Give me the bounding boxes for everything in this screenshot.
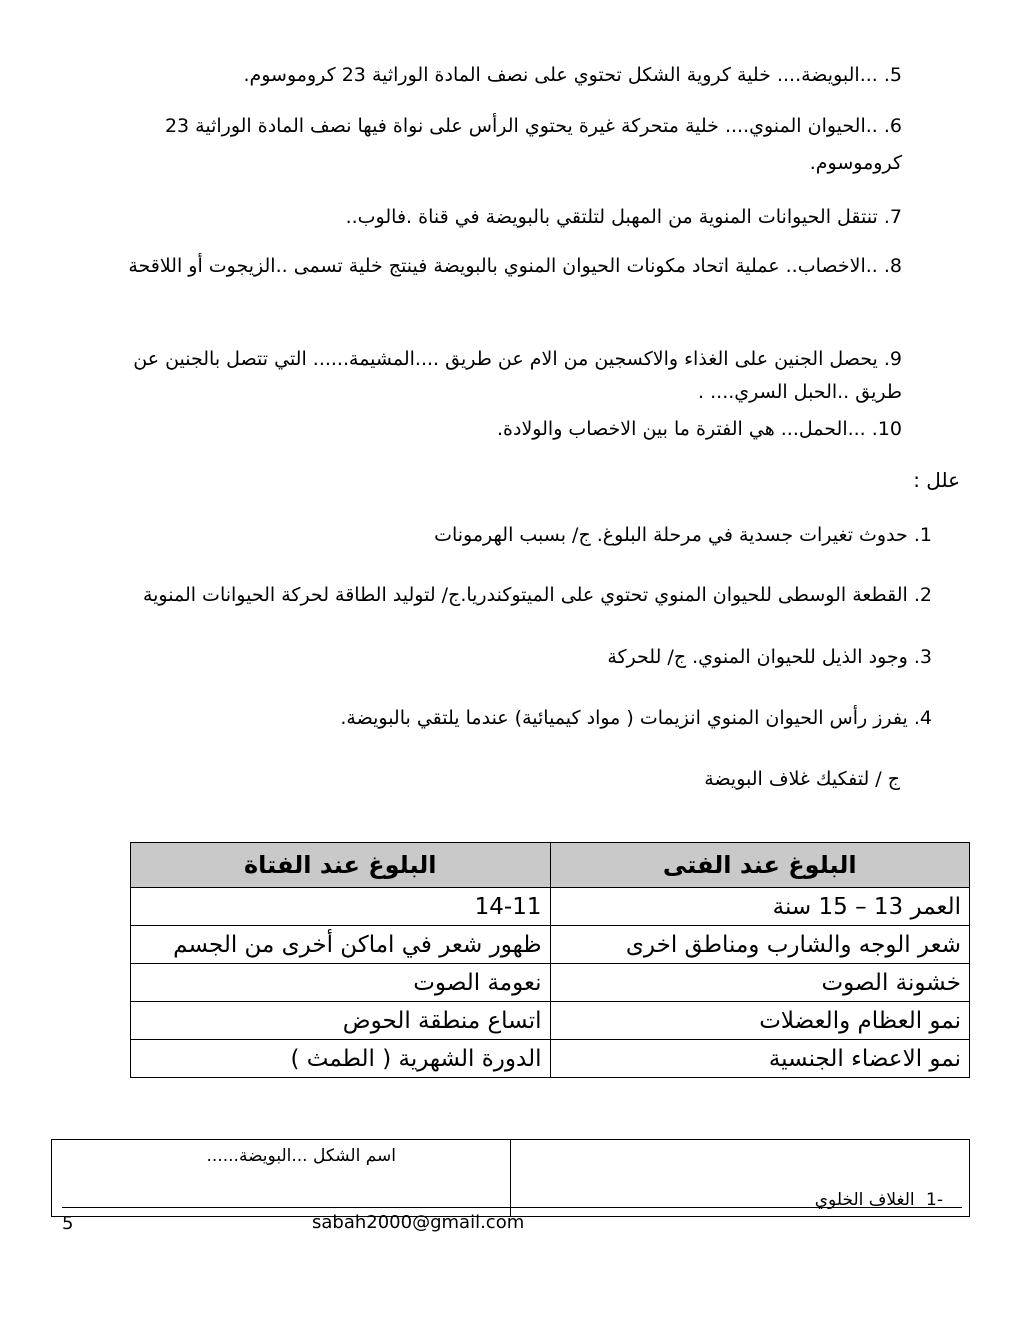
figure-cell-left xyxy=(52,1140,511,1217)
footer-divider xyxy=(62,1207,962,1208)
definition-7 xyxy=(346,206,902,228)
puberty-comparison-table xyxy=(130,842,970,1078)
cell-female: ظهور شعر في اماكن أخرى من الجسم xyxy=(131,926,551,964)
footer-email: sabah2000@gmail.com xyxy=(312,1212,525,1233)
item-number: 4. xyxy=(913,707,932,729)
item-number: 7. xyxy=(883,206,902,228)
definition-8 xyxy=(92,248,902,285)
cell-male: خشونة الصوت xyxy=(550,964,970,1002)
header-female: البلوغ عند الفتاة xyxy=(131,843,551,888)
reason-3 xyxy=(607,646,932,668)
reason-4 xyxy=(340,707,932,729)
reason-4-answer: ج / لتفكيك غلاف البويضة xyxy=(704,768,900,790)
item-number: 2. xyxy=(913,584,932,606)
table-row xyxy=(131,926,970,964)
cell-female: الدورة الشهرية ( الطمث ) xyxy=(131,1040,551,1078)
item-number: 8. xyxy=(883,255,902,277)
item-text: ...الحمل... هي الفترة ما بين الاخصاب والولادة. xyxy=(497,418,866,440)
item-text: وجود الذيل للحيوان المنوي. ج/ للحركة xyxy=(607,646,908,668)
cell-male: شعر الوجه والشارب ومناطق اخرى xyxy=(550,926,970,964)
item-text: ...البويضة.... خلية كروية الشكل تحتوي على نصف المادة الوراثية 23 كروموسوم. xyxy=(243,64,878,86)
reason-2 xyxy=(143,584,932,606)
item-text: حدوث تغيرات جسدية في مرحلة البلوغ. ج/ بسبب الهرمونات xyxy=(434,524,908,546)
cell-male: نمو الاعضاء الجنسية xyxy=(550,1040,970,1078)
reasons-heading: علل : xyxy=(913,468,960,492)
item-number: 9. xyxy=(883,348,902,370)
definition-6 xyxy=(72,108,902,182)
item-number: 3. xyxy=(913,646,932,668)
cell-male: العمر 13 – 15 سنة xyxy=(550,888,970,926)
reason-1 xyxy=(434,524,932,546)
cell-male: نمو العظام والعضلات xyxy=(550,1002,970,1040)
item-text: ..الاخصاب.. عملية اتحاد مكونات الحيوان المنوي بالبويضة فينتج خلية تسمى ..الزيجوت أو اللاقحة xyxy=(128,255,878,277)
definition-9 xyxy=(82,343,902,409)
figure-name-label: اسم الشكل ...البويضة...... xyxy=(206,1146,396,1166)
item-text: تنتقل الحيوانات المنوية من المهبل لتلتقي بالبويضة في قناة .فالوب.. xyxy=(345,206,878,228)
item-number: 10. xyxy=(871,418,902,440)
figure-row xyxy=(52,1140,970,1217)
definition-5 xyxy=(243,64,902,86)
definition-10 xyxy=(497,418,902,440)
header-male: البلوغ عند الفتى xyxy=(550,843,970,888)
figure-item-number: -1 xyxy=(926,1190,943,1210)
figure-item-text: الغلاف الخلوي xyxy=(814,1190,915,1210)
cell-female: اتساع منطقة الحوض xyxy=(131,1002,551,1040)
figure-table xyxy=(51,1139,970,1217)
item-text: ..الحيوان المنوي.... خلية متحركة غيرة يحتوي الرأس على نواة فيها نصف المادة الوراثية 23 كروموسوم. xyxy=(164,115,902,174)
cell-female: نعومة الصوت xyxy=(131,964,551,1002)
cell-female: 14-11 xyxy=(131,888,551,926)
item-text: يفرز رأس الحيوان المنوي انزيمات ( مواد كيميائية) عندما يلتقي بالبويضة. xyxy=(340,707,908,729)
figure-cell-right xyxy=(511,1140,970,1217)
item-number: 5. xyxy=(883,64,902,86)
item-number: 6. xyxy=(883,115,902,137)
table-header-row xyxy=(131,843,970,888)
table-row xyxy=(131,1002,970,1040)
item-text: يحصل الجنين على الغذاء والاكسجين من الام عن طريق ....المشيمة...... التي تتصل بالجنين عن طريق ..الحبل السري.... . xyxy=(133,348,902,403)
table-row xyxy=(131,964,970,1002)
table-row xyxy=(131,1040,970,1078)
item-text: القطعة الوسطى للحيوان المنوي تحتوي على الميتوكندريا.ج/ لتوليد الطاقة لحركة الحيوانات المنوية xyxy=(142,584,908,606)
table-row xyxy=(131,888,970,926)
page-number: 5 xyxy=(62,1213,74,1234)
item-number: 1. xyxy=(913,524,932,546)
